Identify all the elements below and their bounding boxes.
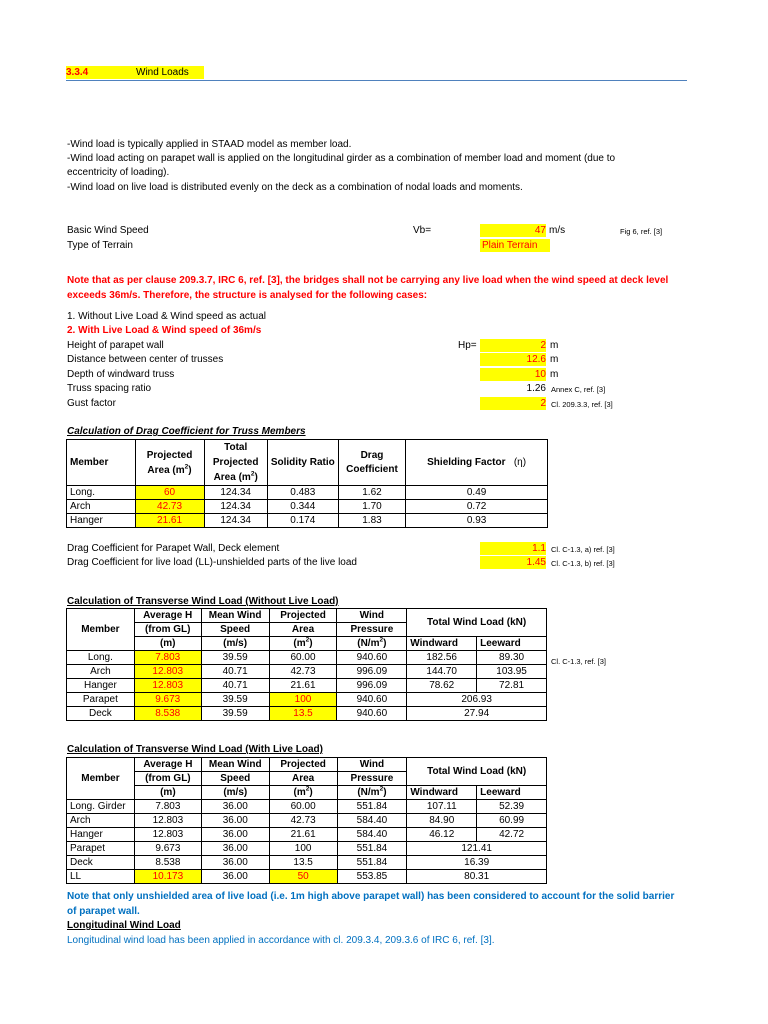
param-unit: m	[550, 354, 559, 365]
drag-coeff-reference: Cl. C-1.3, b) ref. [3]	[551, 559, 615, 568]
header-mean-wind-speed: Mean Wind	[201, 609, 269, 623]
param-symbol: Hp=	[458, 340, 477, 351]
table-row	[67, 814, 547, 828]
case-1: 1. Without Live Load & Wind speed as actual	[67, 311, 267, 322]
header-shielding-factor: Shielding Factor (η)	[406, 440, 548, 486]
transverse-wind-load-table-without-ll	[66, 608, 547, 721]
table1-title: Calculation of Transverse Wind Load (Without Live Load)	[67, 596, 339, 607]
param-unit: m	[550, 369, 559, 380]
cell-shielding: 0.72	[406, 500, 548, 514]
cell-pressure: 551.84	[337, 856, 407, 870]
header-wind-pressure: Wind	[337, 609, 407, 623]
header-unit-m: (m)	[134, 637, 201, 651]
header-windward: Windward	[407, 637, 477, 651]
cell-windward: 78.62	[407, 679, 477, 693]
cell-height: 8.538	[134, 856, 201, 870]
header-average-h-sub: (from GL)	[134, 772, 201, 786]
param-label: Truss spacing ratio	[67, 383, 152, 394]
cell-area: 21.61	[269, 828, 337, 842]
table-row	[67, 800, 547, 814]
intro-line-1: -Wind load is typically applied in STAAD model as member load.	[67, 139, 352, 150]
cell-speed: 36.00	[201, 856, 269, 870]
cell-member: Hanger	[67, 514, 136, 528]
cell-speed: 36.00	[201, 800, 269, 814]
header-member: Member	[67, 440, 136, 486]
vb-reference: Fig 6, ref. [3]	[620, 227, 663, 236]
cell-height: 8.538	[134, 707, 201, 721]
cell-speed: 36.00	[201, 842, 269, 856]
param-label: Height of parapet wall	[67, 340, 164, 351]
cell-drag-coefficient: 1.62	[338, 486, 405, 500]
drag-coeff-label: Drag Coefficient for Parapet Wall, Deck element	[67, 543, 280, 554]
cell-total-area: 124.34	[204, 514, 267, 528]
cell-pressure: 551.84	[337, 842, 407, 856]
case-2: 2. With Live Load & Wind speed of 36m/s	[67, 325, 262, 336]
cell-total: 16.39	[407, 856, 547, 870]
cell-total: 80.31	[407, 870, 547, 884]
param-value: 10	[480, 368, 546, 381]
cell-shielding: 0.93	[406, 514, 548, 528]
cell-total: 121.41	[407, 842, 547, 856]
cell-member: Long.	[67, 651, 135, 665]
cell-pressure: 584.40	[337, 828, 407, 842]
table-row	[67, 665, 547, 679]
section-title: Wind Loads	[136, 66, 204, 79]
vb-unit: m/s	[549, 225, 566, 236]
param-reference: Annex C, ref. [3]	[551, 385, 606, 394]
param-label: Depth of windward truss	[67, 369, 175, 380]
cell-height: 7.803	[134, 651, 201, 665]
cell-total: 27.94	[407, 707, 547, 721]
cell-member: Long.	[67, 486, 136, 500]
cell-windward: 182.56	[407, 651, 477, 665]
cell-total-area: 124.34	[204, 500, 267, 514]
header-unit-m2: $(m^2)$	[269, 786, 337, 800]
terrain-value: Plain Terrain	[480, 239, 550, 252]
cell-drag-coefficient: 1.70	[338, 500, 405, 514]
cell-speed: 39.59	[201, 651, 269, 665]
param-value: 2	[480, 339, 546, 352]
cell-shielding: 0.49	[406, 486, 548, 500]
cell-member: Parapet	[67, 842, 135, 856]
terrain-label: Type of Terrain	[67, 240, 133, 251]
vb-symbol: Vb=	[413, 225, 432, 236]
cell-speed: 40.71	[201, 665, 269, 679]
header-average-h-sub: (from GL)	[134, 623, 201, 637]
param-label: Distance between center of trusses	[67, 354, 224, 365]
cell-member: Hanger	[67, 679, 135, 693]
header-pressure-sub: Pressure	[337, 772, 407, 786]
header-leeward: Leeward	[477, 637, 547, 651]
header-member: Member	[67, 758, 135, 800]
cell-total-area: 124.34	[204, 486, 267, 500]
cell-drag-coefficient: 1.83	[338, 514, 405, 528]
header-total-wind-load: Total Wind Load (kN)	[407, 758, 547, 786]
cell-area: 60.00	[269, 800, 337, 814]
cell-pressure: 940.60	[337, 651, 407, 665]
cell-leeward: 42.72	[477, 828, 547, 842]
header-projected-area: Projected	[269, 609, 337, 623]
table2-title: Calculation of Transverse Wind Load (With Live Load)	[67, 744, 323, 755]
cell-area: 50	[269, 870, 337, 884]
cell-solidity: 0.344	[267, 500, 338, 514]
cell-member: Arch	[67, 665, 135, 679]
basic-wind-speed-label: Basic Wind Speed	[67, 225, 149, 236]
vb-value: 47	[480, 224, 546, 237]
cell-member: Parapet	[67, 693, 135, 707]
cell-height: 12.803	[134, 814, 201, 828]
cell-area: 13.5	[269, 856, 337, 870]
param-label: Gust factor	[67, 398, 116, 409]
cell-windward: 46.12	[407, 828, 477, 842]
header-member: Member	[67, 609, 135, 651]
cell-member: LL	[67, 870, 135, 884]
header-average-h: Average H	[134, 758, 201, 772]
header-solidity-ratio: Solidity Ratio	[267, 440, 338, 486]
param-value: 1.26	[526, 383, 546, 394]
cell-leeward: 89.30	[477, 651, 547, 665]
note-live-load-line-2: exceeds 36m/s. Therefore, the structure is analysed for the following cases:	[67, 290, 428, 301]
cell-pressure: 584.40	[337, 814, 407, 828]
cell-area: 42.73	[135, 500, 204, 514]
cell-windward: 107.11	[407, 800, 477, 814]
header-unit-m2: $(m^2)$	[269, 637, 337, 651]
longitudinal-title: Longitudinal Wind Load	[67, 920, 181, 931]
cell-member: Arch	[67, 814, 135, 828]
cell-pressure: 940.60	[337, 693, 407, 707]
cell-pressure: 940.60	[337, 707, 407, 721]
cell-leeward: 52.39	[477, 800, 547, 814]
cell-area: 100	[269, 842, 337, 856]
cell-area: 60	[135, 486, 204, 500]
cell-height: 10.173	[134, 870, 201, 884]
cell-speed: 36.00	[201, 870, 269, 884]
cell-area: 21.61	[269, 679, 337, 693]
cell-area: 100	[269, 693, 337, 707]
param-value: 12.6	[480, 353, 546, 366]
table-row	[67, 856, 547, 870]
header-total-wind-load: Total Wind Load (kN)	[407, 609, 547, 637]
table-row	[67, 514, 548, 528]
header-unit-ms: (m/s)	[201, 786, 269, 800]
table-row	[67, 693, 547, 707]
header-unit-m: (m)	[134, 786, 201, 800]
param-reference: Cl. 209.3.3, ref. [3]	[551, 400, 613, 409]
cell-area: 60.00	[269, 651, 337, 665]
header-speed-sub: Speed	[201, 772, 269, 786]
note-unshielded-line-2: of parapet wall.	[67, 906, 140, 917]
header-average-h: Average H	[134, 609, 201, 623]
cell-member: Deck	[67, 707, 135, 721]
header-wind-pressure: Wind	[337, 758, 407, 772]
cell-pressure: 996.09	[337, 679, 407, 693]
cell-area: 42.73	[269, 665, 337, 679]
cell-member: Deck	[67, 856, 135, 870]
header-area-sub: Area	[269, 772, 337, 786]
cell-member: Arch	[67, 500, 136, 514]
table-row	[67, 870, 547, 884]
table-row	[67, 651, 547, 665]
cell-speed: 36.00	[201, 814, 269, 828]
section-number: 3.3.4	[66, 66, 136, 79]
cell-total: 206.93	[407, 693, 547, 707]
cell-leeward: 103.95	[477, 665, 547, 679]
table-row	[67, 707, 547, 721]
table1-reference: Cl. C-1.3, ref. [3]	[551, 657, 607, 666]
cell-height: 12.803	[134, 665, 201, 679]
header-rule	[66, 80, 687, 81]
param-unit: m	[550, 340, 559, 351]
intro-line-2: -Wind load acting on parapet wall is applied on the longitudinal girder as a combination of member load and moment (due to	[67, 153, 616, 164]
cell-pressure: 553.85	[337, 870, 407, 884]
cell-speed: 40.71	[201, 679, 269, 693]
drag-coeff-label: Drag Coefficient for live load (LL)-unshielded parts of the live load	[67, 557, 357, 568]
transverse-wind-load-table-with-ll	[66, 757, 547, 884]
table-row	[67, 828, 547, 842]
header-windward: Windward	[407, 786, 477, 800]
param-value: 2	[480, 397, 546, 410]
cell-height: 9.673	[134, 693, 201, 707]
cell-height: 12.803	[134, 679, 201, 693]
cell-member: Long. Girder	[67, 800, 135, 814]
header-projected-area: Projected Area $(m^2)$	[135, 440, 204, 486]
header-drag-coefficient: Drag Coefficient	[338, 440, 405, 486]
header-total-projected-area: Total Projected Area $(m^2)$	[204, 440, 267, 486]
drag-coefficient-table	[66, 439, 548, 528]
cell-leeward: 72.81	[477, 679, 547, 693]
drag-table-title: Calculation of Drag Coefficient for Truss Members	[67, 426, 306, 437]
header-unit-nm2: $(N/m^2)$	[337, 637, 407, 651]
intro-line-4: -Wind load on live load is distributed evenly on the deck as a combination of nodal loads and moments.	[67, 182, 523, 193]
cell-pressure: 551.84	[337, 800, 407, 814]
table-row	[67, 486, 548, 500]
header-projected-area: Projected	[269, 758, 337, 772]
drag-coeff-value: 1.45	[480, 556, 546, 569]
cell-speed: 36.00	[201, 828, 269, 842]
drag-coeff-value: 1.1	[480, 542, 546, 555]
cell-solidity: 0.174	[267, 514, 338, 528]
note-live-load-line-1: Note that as per clause 209.3.7, IRC 6, ref. [3], the bridges shall not be carrying any live load when the wind speed at deck level	[67, 275, 669, 286]
table-row	[67, 679, 547, 693]
cell-speed: 39.59	[201, 707, 269, 721]
cell-member: Hanger	[67, 828, 135, 842]
cell-area: 21.61	[135, 514, 204, 528]
cell-height: 7.803	[134, 800, 201, 814]
cell-windward: 144.70	[407, 665, 477, 679]
cell-windward: 84.90	[407, 814, 477, 828]
cell-area: 42.73	[269, 814, 337, 828]
header-unit-nm2: $(N/m^2)$	[337, 786, 407, 800]
header-unit-ms: (m/s)	[201, 637, 269, 651]
note-unshielded-line-1: Note that only unshielded area of live load (i.e. 1m high above parapet wall) has been considered to account for the solid barrier	[67, 891, 675, 902]
longitudinal-text: Longitudinal wind load has been applied in accordance with cl. 209.3.4, 209.3.6 of IRC 6, ref. [3].	[67, 935, 495, 946]
header-mean-wind-speed: Mean Wind	[201, 758, 269, 772]
header-speed-sub: Speed	[201, 623, 269, 637]
header-area-sub: Area	[269, 623, 337, 637]
table-row	[67, 842, 547, 856]
header-pressure-sub: Pressure	[337, 623, 407, 637]
cell-speed: 39.59	[201, 693, 269, 707]
table-row	[67, 500, 548, 514]
cell-height: 12.803	[134, 828, 201, 842]
cell-pressure: 996.09	[337, 665, 407, 679]
intro-line-3: eccentricity of loading).	[67, 167, 170, 178]
cell-solidity: 0.483	[267, 486, 338, 500]
header-leeward: Leeward	[477, 786, 547, 800]
cell-area: 13.5	[269, 707, 337, 721]
drag-coeff-reference: Cl. C-1.3, a) ref. [3]	[551, 545, 615, 554]
cell-height: 9.673	[134, 842, 201, 856]
cell-leeward: 60.99	[477, 814, 547, 828]
